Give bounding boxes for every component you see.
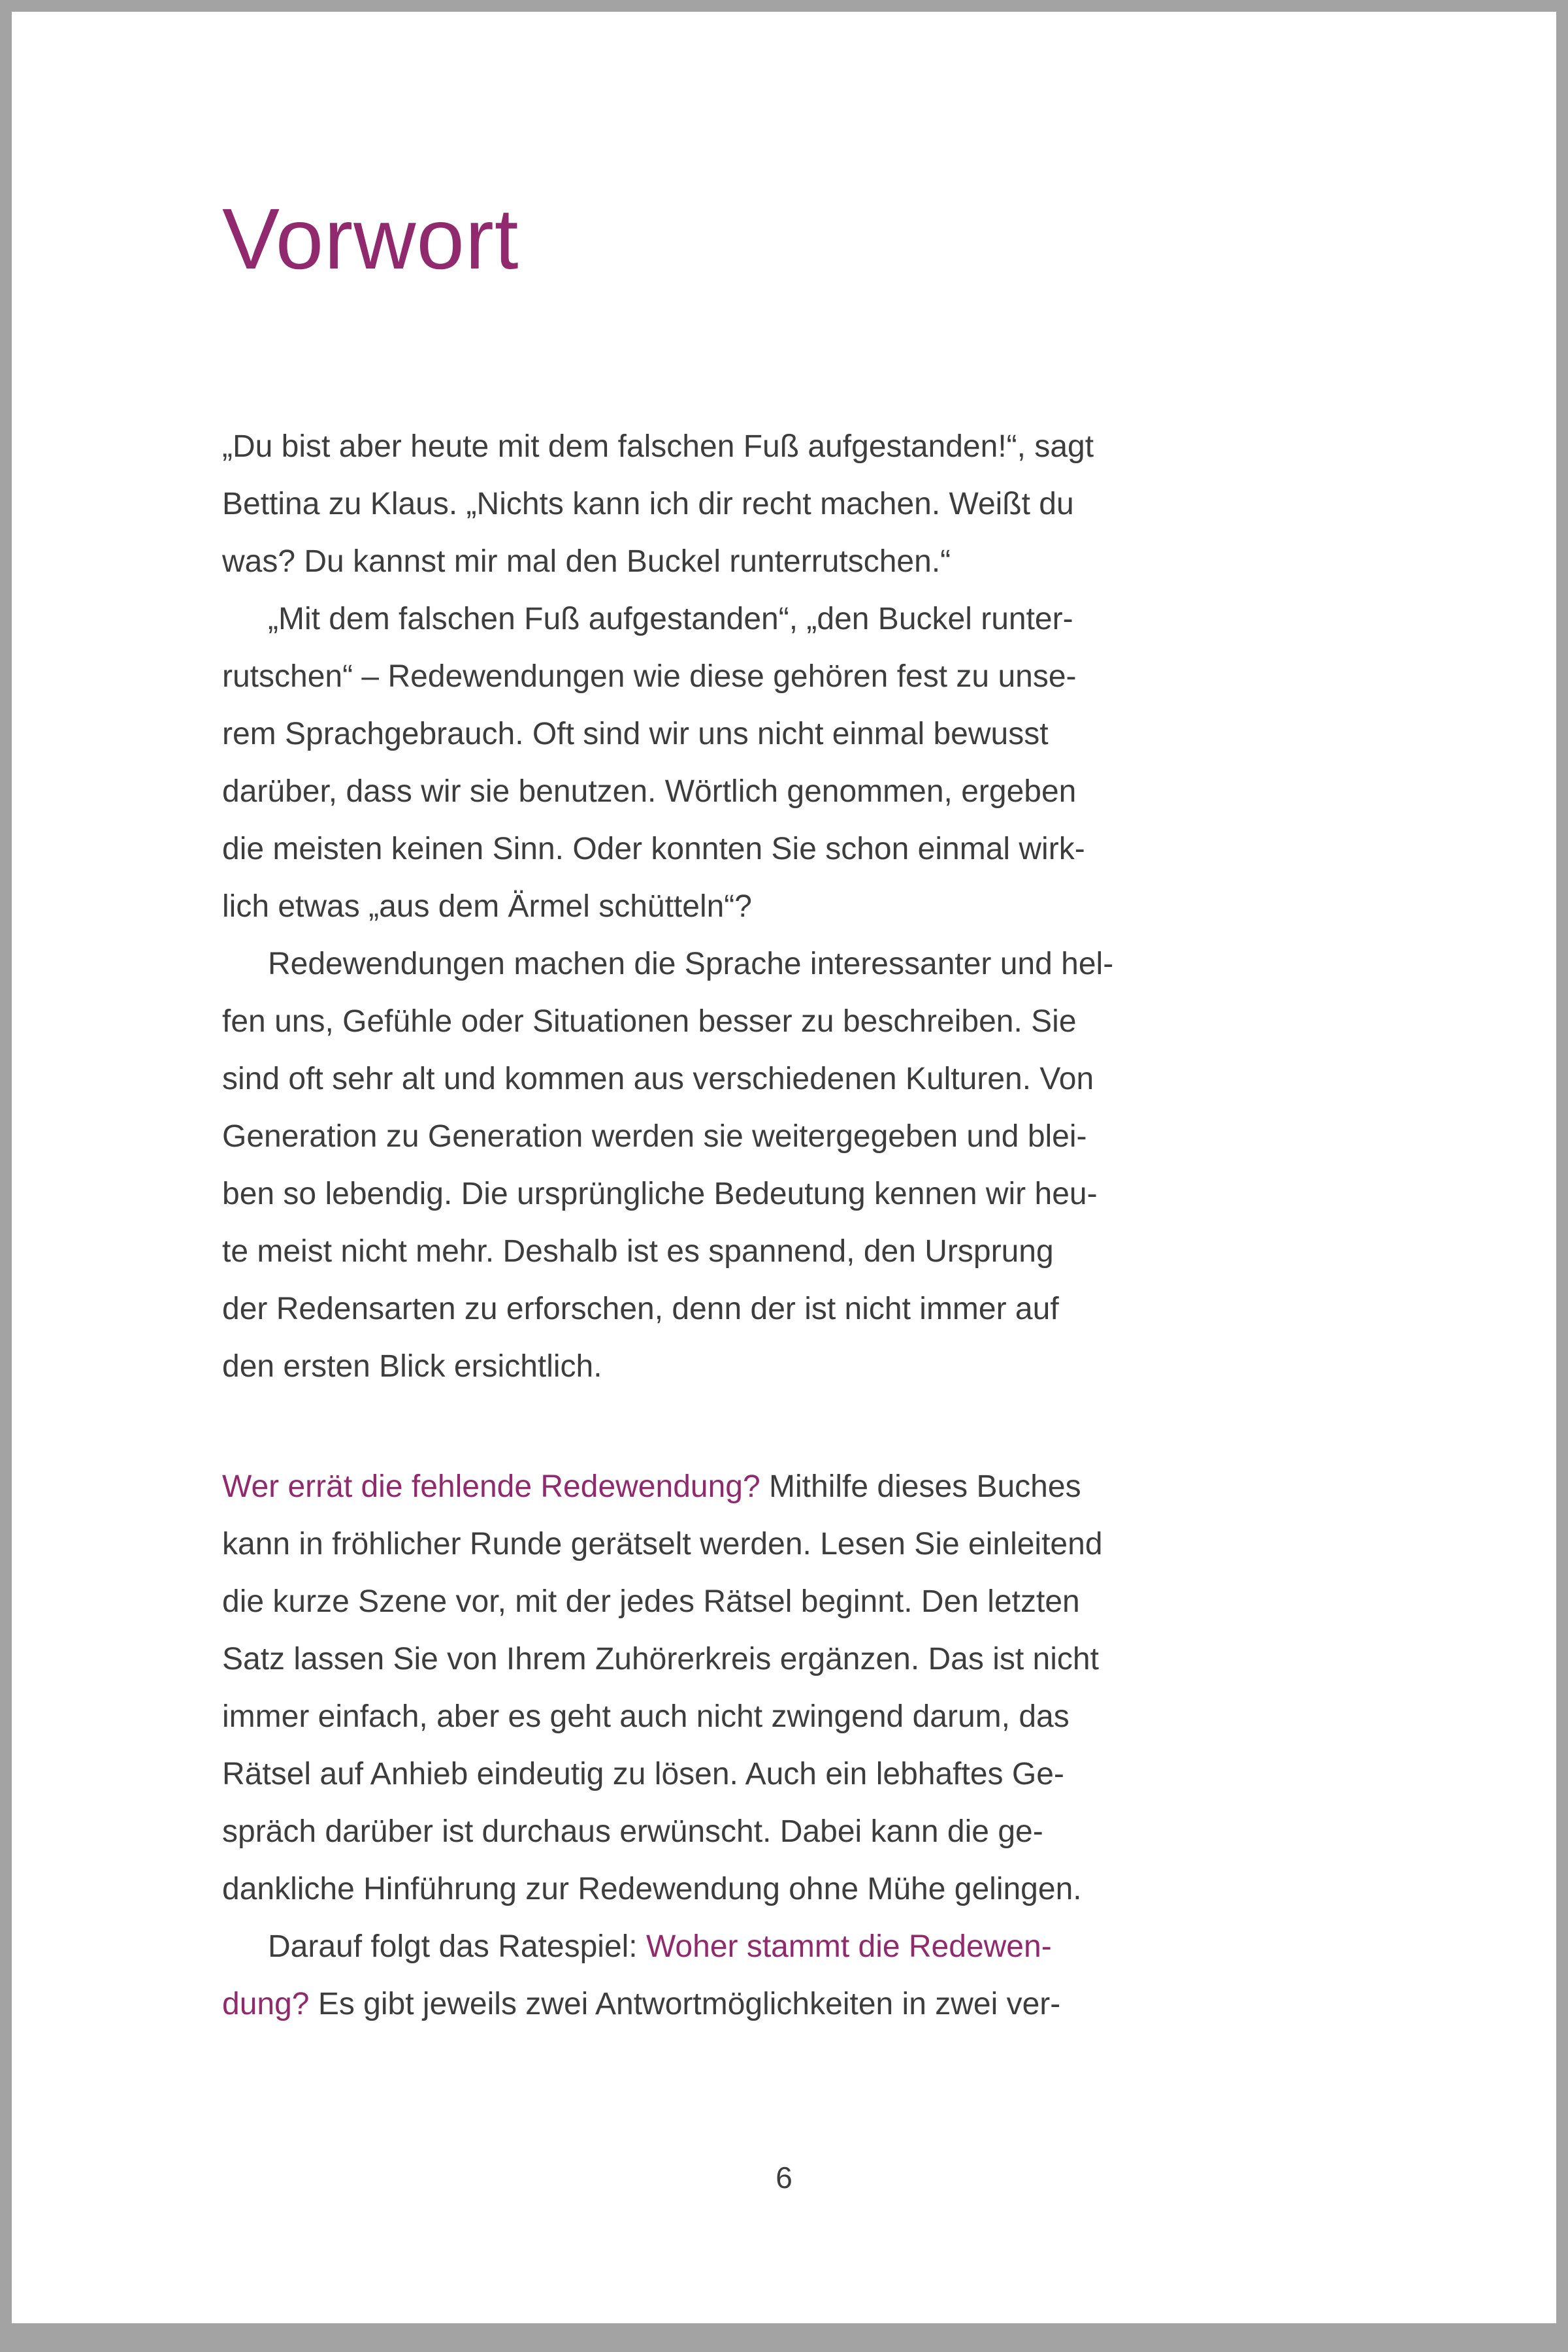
body-text-segment: der Redensarten zu erforschen, denn der ist nicht immer auf [222,1292,1059,1326]
text-line [222,1223,1346,1281]
body-text-segment: „Mit dem falschen Fuß aufgestanden“, „den Buckel runter- [268,602,1073,636]
text-line [222,706,1346,763]
text-line [222,993,1346,1051]
accent-text: Wer errät die fehlende Redewendung? [222,1469,760,1504]
body-text-segment: lich etwas „aus dem Ärmel schütteln“? [222,889,752,924]
text-line [222,1918,1346,1976]
paragraph [222,1918,1346,2033]
text-line [222,1516,1346,1573]
text-line [222,591,1346,648]
text-line [222,1746,1346,1803]
text-line [222,1976,1346,2033]
body-text-segment: Bettina zu Klaus. „Nichts kann ich dir recht machen. Weißt du [222,487,1074,521]
text-line [222,1051,1346,1108]
body-text-segment: Darauf folgt das Ratespiel: [268,1929,646,1964]
page-title: Vorwort [222,191,519,287]
text-line [222,418,1346,476]
book-page [12,12,1556,2323]
body-text-segment: immer einfach, aber es geht auch nicht zwingend darum, das [222,1699,1070,1734]
body-text-segment: was? Du kannst mir mal den Buckel runterrutschen.“ [222,544,951,579]
body-text-segment: Generation zu Generation werden sie weitergegeben und blei- [222,1119,1087,1154]
accent-text: Woher stammt die Redewen- [645,1929,1052,1964]
accent-text: dung? [222,1987,310,2021]
paragraph [222,591,1346,936]
body-text-segment: sind oft sehr alt und kommen aus verschiedenen Kulturen. Von [222,1062,1094,1096]
text-line [222,878,1346,936]
body-text-segment: dankliche Hinführung zur Redewendung ohne Mühe gelingen. [222,1872,1082,1906]
body-text-segment: darüber, dass wir sie benutzen. Wörtlich genommen, ergeben [222,774,1077,809]
text-line [222,648,1346,706]
text-line [222,1631,1346,1688]
body-text-segment: Redewendungen machen die Sprache interessanter und hel- [268,947,1114,981]
body-text [222,418,1346,2033]
text-line [222,1803,1346,1861]
page-number: 6 [776,2161,792,2195]
text-line [222,763,1346,821]
text-line [222,821,1346,878]
text-line [222,1281,1346,1338]
text-line [222,533,1346,591]
text-line [222,476,1346,533]
body-text-segment: te meist nicht mehr. Deshalb ist es spannend, den Ursprung [222,1234,1054,1269]
body-text-segment: Satz lassen Sie von Ihrem Zuhörerkreis ergänzen. Das ist nicht [222,1642,1099,1676]
body-text-segment: die kurze Szene vor, mit der jedes Rätsel beginnt. Den letzten [222,1584,1080,1619]
text-line [222,1166,1346,1223]
text-line [222,1338,1346,1396]
body-text-segment: Es gibt jeweils zwei Antwortmöglichkeiten in zwei ver- [309,1987,1061,2021]
body-text-segment: kann in fröhlicher Runde gerätselt werden. Lesen Sie einleitend [222,1527,1103,1561]
text-line [222,1108,1346,1166]
paragraph [222,418,1346,591]
body-text-segment: fen uns, Gefühle oder Situationen besser zu beschreiben. Sie [222,1004,1077,1039]
paragraph [222,1458,1346,1918]
body-text-segment: ben so lebendig. Die ursprüngliche Bedeutung kennen wir heu- [222,1177,1098,1211]
text-line [222,1688,1346,1746]
text-line [222,1458,1346,1516]
body-text-segment: die meisten keinen Sinn. Oder konnten Sie schon einmal wirk- [222,832,1085,866]
body-text-segment: Rätsel auf Anhieb eindeutig zu lösen. Auch ein lebhaftes Ge- [222,1757,1064,1791]
body-text-segment: rem Sprachgebrauch. Oft sind wir uns nicht einmal bewusst [222,717,1049,751]
text-line [222,1861,1346,1918]
paragraph [222,936,1346,1396]
text-line [222,936,1346,993]
text-line [222,1573,1346,1631]
body-text-segment: spräch darüber ist durchaus erwünscht. Dabei kann die ge- [222,1814,1043,1849]
body-text-segment: den ersten Blick ersichtlich. [222,1349,602,1384]
body-text-segment: „Du bist aber heute mit dem falschen Fuß aufgestanden!“, sagt [222,429,1094,464]
body-text-segment: Mithilfe dieses Buches [760,1469,1081,1504]
body-text-segment: rutschen“ – Redewendungen wie diese gehören fest zu unse- [222,659,1077,694]
